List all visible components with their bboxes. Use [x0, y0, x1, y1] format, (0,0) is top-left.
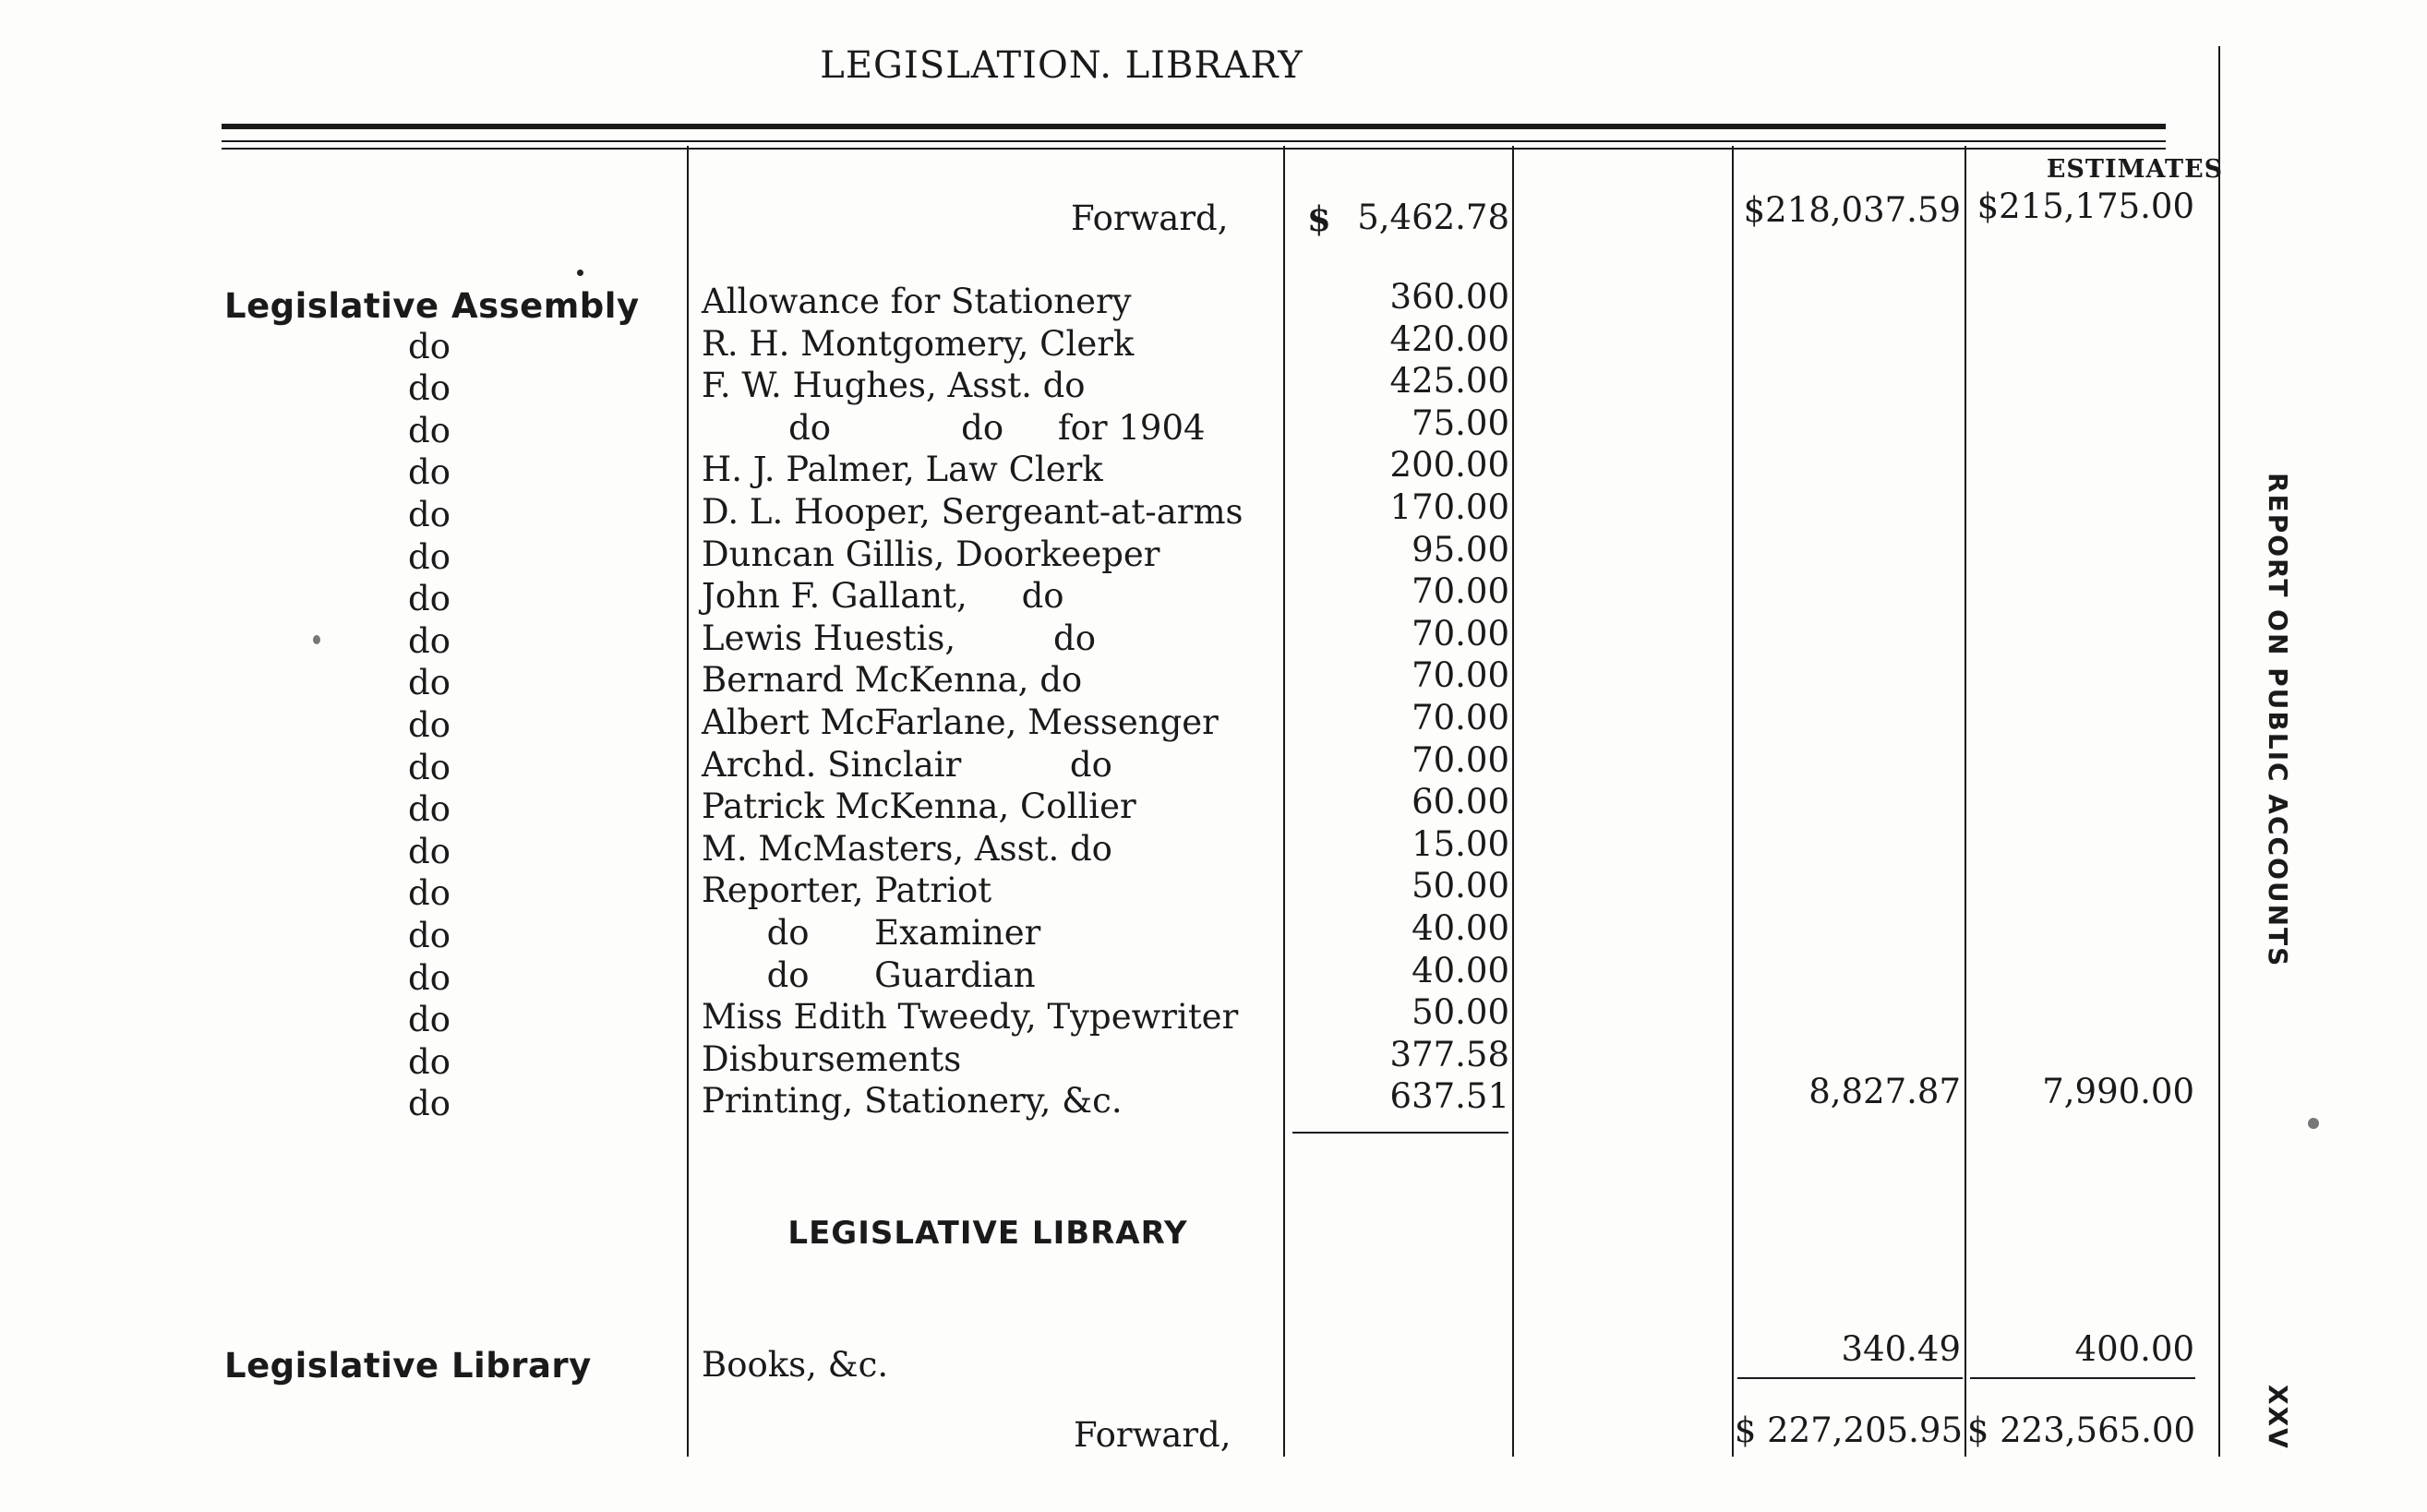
top-rule-thick: [222, 124, 2166, 129]
forward-estimate-top: $215,175.00: [1976, 186, 2194, 226]
assembly-heading: Legislative Assembly: [224, 286, 640, 326]
column-divider-4: [1732, 146, 1734, 1457]
forward-expenditure-bottom: $ 227,205.95: [1734, 1410, 1963, 1450]
assembly-row-ditto: do: [408, 579, 451, 618]
assembly-row-amount: 15.00: [1412, 824, 1509, 864]
side-running-title: REPORT ON PUBLIC ACCOUNTS: [2263, 473, 2293, 968]
assembly-row-description: do Examiner: [702, 913, 1041, 953]
assembly-row-amount: 40.00: [1412, 951, 1509, 990]
assembly-row-description: Albert McFarlane, Messenger: [702, 702, 1219, 742]
assembly-row-amount: 70.00: [1412, 740, 1509, 780]
column-divider-2: [1283, 146, 1285, 1457]
assembly-row-amount: 70.00: [1412, 698, 1509, 738]
assembly-row-description: R. H. Montgomery, Clerk: [702, 324, 1135, 364]
assembly-row-amount: 70.00: [1412, 571, 1509, 611]
library-section-title: LEGISLATIVE LIBRARY: [787, 1215, 1188, 1252]
assembly-expenditure-total: 8,827.87: [1808, 1072, 1961, 1111]
library-expenditure: 340.49: [1841, 1329, 1961, 1369]
assembly-row-ditto: do: [408, 368, 451, 408]
assembly-row-description: D. L. Hooper, Sergeant-at-arms: [702, 492, 1244, 532]
forward-label-top: Forward,: [1071, 198, 1229, 238]
assembly-row-amount: 75.00: [1412, 403, 1509, 443]
column-divider-3: [1512, 146, 1514, 1457]
assembly-row-ditto: do: [408, 1084, 451, 1123]
library-label: Legislative Library: [224, 1346, 592, 1386]
estimates-heading: ESTIMATES: [2046, 155, 2224, 184]
total-rule-expenditure: [1737, 1377, 1963, 1379]
paper-speck: [577, 270, 583, 276]
assembly-row-description: Duncan Gillis, Doorkeeper: [702, 534, 1160, 574]
assembly-row-amount: 50.00: [1412, 992, 1509, 1032]
assembly-row-description: Lewis Huestis, do: [702, 618, 1096, 658]
assembly-row-amount: 70.00: [1412, 614, 1509, 654]
assembly-row-description: do Guardian: [702, 955, 1036, 995]
assembly-row-description: Patrick McKenna, Collier: [702, 786, 1136, 826]
assembly-row-amount: 40.00: [1412, 908, 1509, 948]
assembly-row-ditto: do: [408, 705, 451, 745]
assembly-row-ditto: do: [408, 832, 451, 871]
assembly-row-ditto: do: [408, 411, 451, 450]
assembly-row-description: H. J. Palmer, Law Clerk: [702, 450, 1103, 489]
assembly-row-description: Miss Edith Tweedy, Typewriter: [702, 997, 1239, 1037]
forward-dollar-sign: $: [1307, 198, 1331, 239]
assembly-row-amount: 637.51: [1389, 1076, 1509, 1116]
assembly-row-ditto: do: [408, 452, 451, 492]
paper-speck: [313, 635, 320, 644]
assembly-row-description: Disbursements: [702, 1039, 962, 1079]
assembly-row-description: Printing, Stationery, &c.: [702, 1081, 1123, 1121]
column-divider-5: [1964, 146, 1966, 1457]
assembly-row-description: Allowance for Stationery: [702, 282, 1132, 321]
assembly-row-amount: 170.00: [1389, 487, 1509, 527]
assembly-row-ditto: do: [408, 748, 451, 787]
assembly-row-ditto: do: [408, 663, 451, 702]
top-rule-thin-2: [222, 148, 2166, 150]
assembly-row-amount: 70.00: [1412, 655, 1509, 695]
assembly-row-amount: 420.00: [1389, 319, 1509, 359]
assembly-row-ditto: do: [408, 1000, 451, 1039]
assembly-row-description: M. McMasters, Asst. do: [702, 829, 1112, 869]
assembly-row-ditto: do: [408, 789, 451, 829]
assembly-row-amount: 60.00: [1412, 782, 1509, 822]
right-margin-rule: [2218, 46, 2220, 1457]
assembly-row-amount: 200.00: [1389, 445, 1509, 485]
assembly-row-ditto: do: [408, 1042, 451, 1082]
assembly-row-ditto: do: [408, 495, 451, 534]
assembly-row-amount: 425.00: [1389, 361, 1509, 401]
assembly-row-amount: 50.00: [1412, 866, 1509, 906]
assembly-row-description: Reporter, Patriot: [702, 870, 992, 910]
library-description: Books, &c.: [702, 1345, 889, 1385]
subtotal-rule: [1292, 1132, 1508, 1134]
library-estimate: 400.00: [2074, 1329, 2194, 1369]
assembly-row-ditto: do: [408, 916, 451, 955]
assembly-row-amount: 95.00: [1412, 530, 1509, 570]
assembly-row-ditto: do: [408, 873, 451, 913]
forward-expenditure-top: $218,037.59: [1743, 190, 1961, 230]
top-rule-thin: [222, 140, 2166, 142]
forward-estimate-bottom: $ 223,565.00: [1966, 1410, 2195, 1450]
assembly-row-description: John F. Gallant, do: [702, 576, 1064, 616]
assembly-row-description: Bernard McKenna, do: [702, 660, 1083, 700]
assembly-row-description: F. W. Hughes, Asst. do: [702, 366, 1086, 405]
assembly-row-description: Archd. Sinclair do: [702, 745, 1112, 785]
column-divider-1: [687, 146, 689, 1457]
total-rule-estimate: [1970, 1377, 2195, 1379]
assembly-row-ditto: do: [408, 621, 451, 661]
forward-amount-top: 5,462.78: [1357, 198, 1509, 237]
paper-speck: [2308, 1118, 2319, 1129]
assembly-row-ditto: do: [408, 958, 451, 998]
assembly-row-ditto: do: [408, 327, 451, 366]
assembly-row-ditto: do: [408, 537, 451, 577]
assembly-row-description: do do for 1904: [702, 408, 1206, 448]
page-title: LEGISLATION. LIBRARY: [820, 44, 1304, 87]
assembly-row-amount: 377.58: [1389, 1035, 1509, 1074]
assembly-row-amount: 360.00: [1389, 277, 1509, 317]
assembly-estimate-total: 7,990.00: [2042, 1072, 2194, 1111]
side-page-number: XXV: [2263, 1385, 2293, 1450]
forward-label-bottom: Forward,: [1074, 1415, 1232, 1455]
